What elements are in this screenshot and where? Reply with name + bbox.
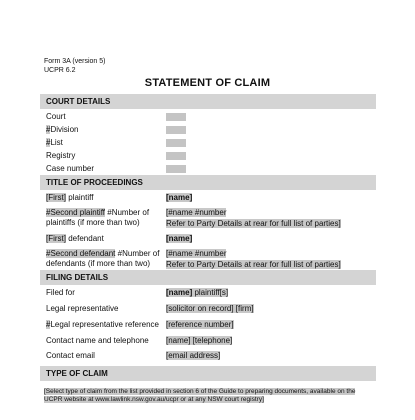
court-field[interactable] <box>166 113 186 121</box>
first-plaintiff-label: [First] plaintiff <box>46 193 94 202</box>
registry-label: Registry <box>46 151 76 160</box>
second-defendant-ref: Refer to Party Details at rear for full list of parties] <box>166 260 341 269</box>
filed-for-label: Filed for <box>46 288 75 297</box>
type-of-claim-note[interactable]: [Select type of claim from the list provided in section 6 of the Guide to preparing documents, available on the UCPR website at www.lawlink.nsw.gov.au/ucpr or at any NSW court registry] <box>44 388 356 403</box>
court-details-heading: COURT DETAILS <box>40 94 376 109</box>
division-label: #Division <box>46 125 79 134</box>
filing-details-heading: FILING DETAILS <box>40 270 376 285</box>
case-number-label: Case number <box>46 164 95 173</box>
legal-rep-label: Legal representative <box>46 304 119 313</box>
title-of-proceedings-heading: TITLE OF PROCEEDINGS <box>40 175 376 190</box>
email-label: Contact email <box>46 351 95 360</box>
legal-ref-value[interactable]: [reference number] <box>166 320 234 329</box>
court-label: Court <box>46 112 66 121</box>
second-plaintiff-ref: Refer to Party Details at rear for full list of parties] <box>166 219 341 228</box>
type-of-claim-heading: TYPE OF CLAIM <box>40 366 376 381</box>
second-plaintiff-value[interactable]: [#name #number <box>166 208 227 217</box>
first-defendant-value[interactable]: [name] <box>166 234 193 243</box>
email-value[interactable]: [email address] <box>166 351 221 360</box>
filed-for-value[interactable]: [name] plaintiff[s] <box>166 288 229 297</box>
legal-ref-label: #Legal representative reference <box>46 320 159 329</box>
rule-reference: UCPR 6.2 <box>44 67 76 74</box>
first-plaintiff-value[interactable]: [name] <box>166 193 193 202</box>
case-number-field[interactable] <box>166 165 186 173</box>
second-defendant-value[interactable]: [#name #number <box>166 249 227 258</box>
second-defendant-label: #Second defendant #Number of defendants (if more than two) <box>46 249 160 268</box>
contact-label: Contact name and telephone <box>46 336 149 345</box>
registry-field[interactable] <box>166 152 186 160</box>
form-meta <box>44 57 105 75</box>
list-field[interactable] <box>166 139 186 147</box>
page-title: STATEMENT OF CLAIM <box>144 77 271 89</box>
form-number: Form 3A (version 5) <box>44 58 106 65</box>
list-label: #List <box>46 138 63 147</box>
division-field[interactable] <box>166 126 186 134</box>
second-plaintiff-label: #Second plaintiff #Number of plaintiffs (if more than two) <box>46 208 150 227</box>
first-defendant-label: [First] defendant <box>46 234 104 243</box>
contact-value[interactable]: [name] [telephone] <box>166 336 233 345</box>
legal-rep-value[interactable]: [solicitor on record] [firm] <box>166 304 254 313</box>
